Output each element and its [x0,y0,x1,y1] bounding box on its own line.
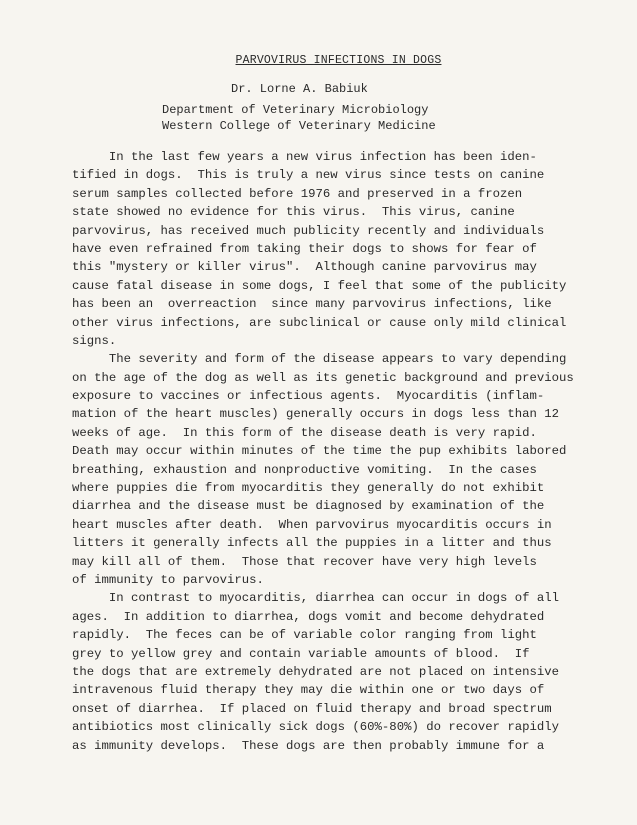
text-line: of immunity to parvovirus. [72,572,264,587]
text-line: cause fatal disease in some dogs, I feel that some of the publicity [72,278,567,293]
text-line: serum samples collected before 1976 and preserved in a frozen [72,186,523,201]
text-line: weeks of age. In this form of the disease death is very rapid. [72,425,537,440]
college-line: Western College of Veterinary Medicine [162,119,436,133]
text-line: other virus infections, are subclinical or cause only mild clinical [72,315,567,330]
text-line: where puppies die from myocarditis they generally do not exhibit [72,481,545,496]
author-name: Dr. Lorne A. Babiuk [231,82,368,96]
text-line: on the age of the dog as well as its genetic background and previous [72,370,574,385]
text-line: signs. [72,333,117,348]
text-line: exposure to vaccines or infectious agents. Myocarditis (inflam- [72,389,545,404]
text-line: onset of diarrhea. If placed on fluid therapy and broad spectrum [72,701,552,716]
text-line: The severity and form of the disease appears to vary depending [72,352,567,367]
text-line: may kill all of them. Those that recover have very high levels [72,554,537,569]
page-title: PARVOVIRUS INFECTIONS IN DOGS [235,54,442,67]
text-line: grey to yellow grey and contain variable amounts of blood. If [72,646,530,661]
text-line: as immunity develops. These dogs are then probably immune for a [72,738,545,753]
text-line: intravenous fluid therapy they may die within one or two days of [72,683,545,698]
text-line: this "mystery or killer virus". Although canine parvovirus may [72,260,537,275]
text-line: have even refrained from taking their dogs to shows for fear of [72,241,537,256]
text-line: heart muscles after death. When parvovirus myocarditis occurs in [72,517,552,532]
text-line: state showed no evidence for this virus. This virus, canine [72,205,515,220]
text-line: In contrast to myocarditis, diarrhea can occur in dogs of all [72,591,560,606]
body-text [72,148,632,755]
text-line: ages. In addition to diarrhea, dogs vomit and become dehydrated [72,609,545,624]
text-line: mation of the heart muscles) generally occurs in dogs less than 12 [72,407,560,422]
text-line: breathing, exhaustion and nonproductive vomiting. In the cases [72,462,537,477]
text-line: the dogs that are extremely dehydrated are not placed on intensive [72,664,560,679]
department-line: Department of Veterinary Microbiology [162,103,429,117]
text-line: has been an overreaction since many parvovirus infections, like [72,297,552,312]
text-line: litters it generally infects all the puppies in a litter and thus [72,536,552,551]
text-line: Death may occur within minutes of the time the pup exhibits labored [72,444,567,459]
affiliation [162,102,436,134]
text-line: rapidly. The feces can be of variable color ranging from light [72,628,537,643]
text-line: diarrhea and the disease must be diagnosed by examination of the [72,499,545,514]
text-line: tified in dogs. This is truly a new virus since tests on canine [72,168,545,183]
text-line: parvovirus, has received much publicity recently and individuals [72,223,545,238]
text-line: In the last few years a new virus infection has been iden- [72,150,537,164]
text-line: antibiotics most clinically sick dogs (60%-80%) do recover rapidly [72,720,560,735]
